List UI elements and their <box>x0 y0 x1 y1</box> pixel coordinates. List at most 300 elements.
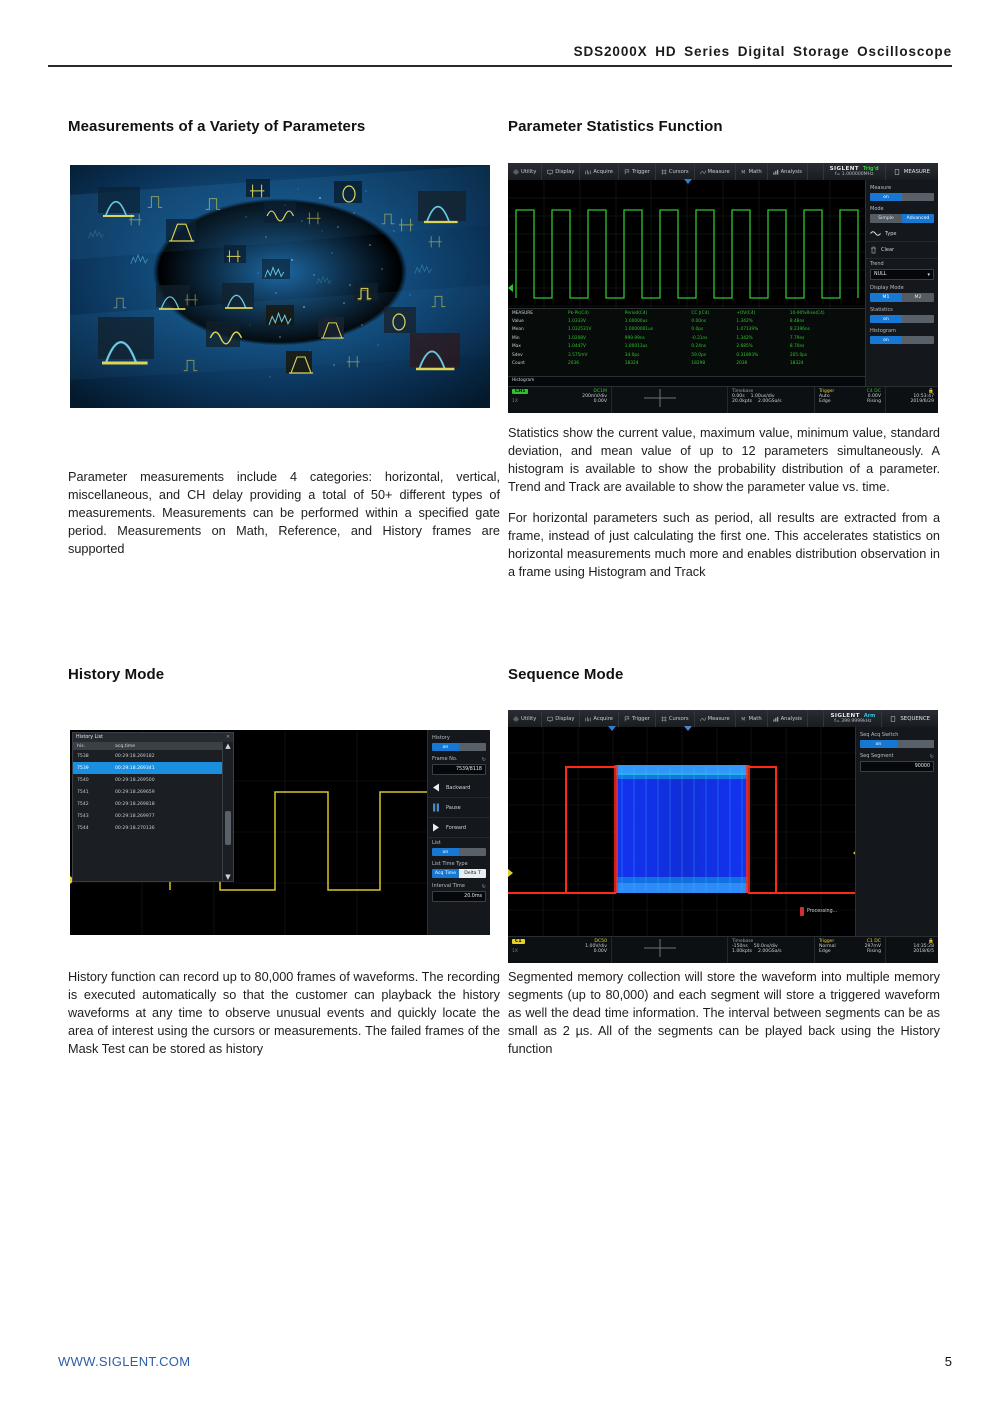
list-item-time: 00:29:18.269341 <box>115 765 155 771</box>
measure-statistics-table[interactable] <box>508 308 866 377</box>
sequence-title: Sequence Mode <box>508 666 624 683</box>
backward-label: Backward <box>446 784 471 791</box>
menu-item-trigger[interactable] <box>619 710 656 727</box>
sp-clear-button[interactable] <box>866 242 938 259</box>
menu-item-acquire[interactable] <box>580 710 619 727</box>
history-list-title: History List <box>76 735 103 740</box>
statistics-body-2: For horizontal parameters such as period, all results are extracted from a frame, instead of just calculating the first one. This accelerates statistics on horizontal measurements much more and enables distribution observation in a frame using Histogram and Track <box>508 511 940 580</box>
cell: 0.24ns <box>691 344 706 350</box>
trigger-source: C1 DC <box>866 939 881 944</box>
row-label: Value <box>512 319 524 325</box>
sp-list[interactable] <box>428 838 490 859</box>
sp-seq-segment[interactable] <box>856 751 938 775</box>
math-icon <box>741 716 747 722</box>
clock-date: 2018/6/5 <box>913 949 934 954</box>
cursors-icon <box>661 716 667 722</box>
header-title: SDS2000X HD Series Digital Storage Oscilloscope <box>573 44 952 59</box>
cell: 1.342% <box>736 319 753 325</box>
toggle-on-label: on <box>432 743 459 751</box>
list-item-time: 00:29:18.269977 <box>115 813 155 819</box>
panel-icon <box>894 169 900 175</box>
cell: 59.0ps <box>691 352 706 358</box>
panel-label: MEASURE <box>903 168 930 175</box>
sequence-sidepanel[interactable] <box>855 727 938 963</box>
measure-icon <box>700 716 706 722</box>
statistics-body-1: Statistics show the current value, maximum value, minimum value, standard deviation, and mean value of up to 12 parameters simultaneously. A histogram is available to show the probability distribution of a parameter. Trend and Track are available to show the parameter value vs. time. <box>508 426 940 495</box>
channel-coupling: DC50 <box>594 939 607 944</box>
forward-button[interactable] <box>428 818 490 838</box>
section-statistics <box>508 118 940 135</box>
flag-icon <box>624 716 630 722</box>
sp-measure[interactable] <box>866 183 938 204</box>
list-item-time: 00:29:18.269659 <box>115 789 155 795</box>
cell: 18324 <box>789 361 804 367</box>
toggle-on-label: on <box>870 336 902 344</box>
panel-icon <box>890 716 896 722</box>
channel-status[interactable] <box>508 387 612 413</box>
cell: 1.0000001us <box>624 327 653 333</box>
forward-label: Forward <box>446 824 467 831</box>
sp-list-time-type-label: List Time Type <box>432 861 468 867</box>
menu-item-trigger[interactable] <box>619 163 656 180</box>
sp-interval-time[interactable] <box>428 881 490 905</box>
status-spacer <box>612 937 728 963</box>
cell: 205.0ps <box>789 352 808 358</box>
sequence-status-bar <box>508 936 938 963</box>
history-list-header <box>73 742 233 750</box>
timebase-scale: 50.0ns/div <box>753 944 778 949</box>
measure-status-bar <box>508 386 938 413</box>
toggle-off-area <box>459 743 486 751</box>
list-item[interactable] <box>73 750 223 762</box>
panel-label: SEQUENCE <box>900 715 930 722</box>
toggle-off-area <box>902 336 934 344</box>
scrollbar-thumb[interactable] <box>225 811 231 845</box>
list-item-time: 00:29:18.269182 <box>115 753 155 759</box>
list-item-time: 00:29:18.269500 <box>115 777 155 783</box>
timebase-title: Timebase <box>732 939 754 944</box>
measure-scope-screenshot <box>508 163 938 413</box>
toggle-off-area <box>902 193 934 201</box>
forward-icon <box>432 823 440 832</box>
svg-text:M: M <box>741 717 745 722</box>
timebase-delay: -150ns <box>732 944 748 949</box>
table-row <box>508 334 866 342</box>
history-list-window[interactable] <box>72 732 234 882</box>
menu-label: Math <box>748 715 762 722</box>
brand-name: SIGLENT <box>830 713 860 719</box>
seq-segment-value: 90000 <box>914 764 930 769</box>
timebase-rate: 2.00GSa/s <box>758 949 782 954</box>
chevron-down-icon: ▾ <box>927 271 930 278</box>
channel-scale: 1.00V/div <box>585 944 607 949</box>
trigger-position-marker[interactable] <box>684 179 692 184</box>
col-header-3: +OV(C4) <box>736 310 756 316</box>
footer-page-number: 5 <box>944 1354 952 1369</box>
timebase-scale: 1.00us/div <box>750 394 775 399</box>
history-col-index: his. <box>77 743 86 749</box>
sp-histogram-label: Histogram <box>870 328 896 334</box>
statistics-toggle[interactable] <box>870 315 934 323</box>
sp-frame-no[interactable] <box>428 754 490 778</box>
timebase-title: Timebase <box>732 389 754 394</box>
sp-type-label: Type <box>885 230 897 237</box>
menu-item-acquire[interactable] <box>580 163 619 180</box>
measure-icon <box>700 169 706 175</box>
menu-item-display[interactable] <box>542 163 580 180</box>
menu-item-measure[interactable] <box>695 163 736 180</box>
cell: 0.31893% <box>736 352 759 358</box>
close-icon[interactable]: ✕ <box>225 735 230 740</box>
cell: 2036 <box>736 361 748 367</box>
cell: 2036 <box>568 361 579 367</box>
cell: 1.0447V <box>568 344 586 350</box>
col-header-4: 10-90%Rise(C4) <box>789 310 825 316</box>
menu-item-math[interactable] <box>736 710 768 727</box>
menu-label: Trigger <box>631 168 650 175</box>
menu-label: Acquire <box>593 168 613 175</box>
trigger-status-group[interactable] <box>815 937 886 963</box>
channel-scale: 200mV/div <box>582 394 607 399</box>
pause-button[interactable] <box>428 798 490 818</box>
refresh-icon[interactable]: ↻ <box>481 757 486 763</box>
mode-option-simple[interactable]: Simple <box>870 214 902 223</box>
cell: 8.48ns <box>789 319 805 325</box>
col-header-1: Period(C4) <box>624 310 648 316</box>
history-title: History Mode <box>68 666 165 683</box>
cell: 999.99ns <box>624 335 645 341</box>
sequence-waveform-svg <box>508 727 856 937</box>
measurements-body: Parameter measurements include 4 categories: horizontal, vertical, miscellaneous, and CH delay providing a total of 50+ different types of measurements. Measurements can be performed within a specified gate period. Measurements on Math, Reference, and History frames are supported <box>68 470 500 557</box>
analysis-icon <box>773 169 779 175</box>
list-toggle[interactable] <box>432 848 486 856</box>
table-row <box>508 343 866 351</box>
list-item-index: 7544 <box>77 825 89 831</box>
history-sidepanel[interactable] <box>427 730 490 935</box>
svg-text:M: M <box>741 170 745 175</box>
history-list-titlebar <box>73 733 233 742</box>
trigger-slope: Rising <box>867 949 881 954</box>
backward-icon <box>432 783 440 792</box>
list-item-time: 00:29:18.270136 <box>115 825 155 831</box>
table-row <box>508 317 866 325</box>
menu-item-analysis[interactable] <box>768 710 808 727</box>
menu-label: Utility <box>521 715 537 722</box>
trigger-title: Trigger <box>819 939 835 944</box>
history-body: History function can record up to 80,000 frames of waveforms. The recording is executed automatically so that the customer can playback the history waveforms at any time to observe unusual events and quickly locate the area of interest using the cursors or measurements. The failed frames of the Mask Test can be stored as history <box>68 970 500 1057</box>
sequence-offset-marker-left[interactable] <box>508 869 513 877</box>
timebase-status[interactable] <box>728 387 815 413</box>
sp-list-label: List <box>432 840 441 846</box>
clock-status <box>886 937 938 963</box>
gear-icon <box>513 716 519 722</box>
list-item-index: 7543 <box>77 813 89 819</box>
cell: 8.2396ns <box>789 327 810 333</box>
status-spacer <box>612 387 728 413</box>
trigger-mode: Normal <box>819 944 836 949</box>
list-item[interactable] <box>73 774 223 786</box>
trigger-status-group[interactable] <box>815 387 886 413</box>
cell: 1.032531V <box>568 327 592 333</box>
measure-menubar <box>508 163 938 181</box>
section-sequence <box>508 666 940 683</box>
refresh-icon[interactable]: ↻ <box>481 884 486 890</box>
sequence-body: Segmented memory collection will store the waveform into multiple memory segments (up to 80,000) and each segment will store a triggered waveform as well the dead time information. The interval between segments can be as small as 2 µs. All of the segments can be played back using the History function <box>508 970 940 1057</box>
menu-label: Trigger <box>631 715 650 722</box>
page-footer <box>58 1354 952 1369</box>
interval-time-value: 20.0ms <box>464 894 482 899</box>
sp-statistics[interactable] <box>866 305 938 326</box>
sp-interval-label: Interval Time <box>432 883 465 889</box>
gear-icon <box>513 169 519 175</box>
channel-probe: 1X <box>512 949 519 954</box>
sequence-waveform-grid[interactable] <box>508 727 856 937</box>
sp-clear-label: Clear <box>881 247 895 253</box>
menu-label: Cursors <box>668 168 689 175</box>
backward-button[interactable] <box>428 778 490 798</box>
brand-status <box>823 710 882 727</box>
display-mode-segmented-control[interactable] <box>870 293 934 302</box>
row-label: Count <box>512 361 525 367</box>
timebase-points: 1.00kpts <box>732 949 752 954</box>
list-item[interactable] <box>73 798 223 810</box>
list-item[interactable] <box>73 822 223 834</box>
timebase-delay: 0.00s <box>732 394 745 399</box>
list-time-option-delta[interactable]: Delta T <box>459 869 486 878</box>
acquire-icon <box>585 716 591 722</box>
crosshair-icon <box>640 387 680 409</box>
sequence-body-wrap <box>508 968 940 1071</box>
list-item-index: 7539 <box>77 765 89 771</box>
toggle-on-label: on <box>860 740 897 748</box>
sp-history-label: History <box>432 735 450 741</box>
processing-label: Processing... <box>807 909 838 914</box>
sp-seq-switch-label: Seq Acq Switch <box>860 732 899 738</box>
menu-label: Measure <box>707 715 730 722</box>
sp-histogram[interactable] <box>866 326 938 347</box>
trigger-type: Edge <box>819 949 831 954</box>
sp-seq-segment-label: Seq Segment <box>860 753 894 759</box>
cell: 1.00000us <box>624 319 648 325</box>
menu-label: Utility <box>521 168 537 175</box>
seq-segment-field[interactable] <box>860 761 934 772</box>
cell: -0.21ns <box>691 335 708 341</box>
frequency-readout: f= 399.9999kHz <box>834 719 872 724</box>
menu-label: Measure <box>707 168 730 175</box>
trend-dropdown[interactable] <box>870 269 934 280</box>
statistics-table <box>508 309 866 368</box>
menu-item-analysis[interactable] <box>768 163 808 180</box>
clock-date: 2019/6/29 <box>910 399 934 404</box>
menu-item-utility[interactable] <box>508 163 542 180</box>
measurements-illustration <box>70 165 490 408</box>
trigger-position-marker-a[interactable] <box>608 726 616 731</box>
chevron-down-icon[interactable]: ▼ <box>225 873 231 881</box>
sp-display-mode-label: Display Mode <box>870 285 904 291</box>
trigger-position-marker-b[interactable] <box>684 726 692 731</box>
col-header-0: Pk-Pk(C4) <box>568 310 589 316</box>
cell: 2.685% <box>736 344 753 350</box>
sp-mode-label: Mode <box>870 206 884 212</box>
interval-time-field[interactable] <box>432 891 486 902</box>
cell: 1.342% <box>736 335 753 341</box>
cell: 7.79ns <box>789 335 805 341</box>
analysis-icon <box>773 716 779 722</box>
col-header-2: CC J(C4) <box>691 310 710 316</box>
sp-mode[interactable] <box>866 204 938 226</box>
list-item[interactable] <box>73 810 223 822</box>
toggle-on-label: on <box>432 848 459 856</box>
cell: 18298 <box>691 361 706 367</box>
acquire-icon <box>585 169 591 175</box>
trigger-status: Arm <box>863 713 876 719</box>
flag-icon <box>624 169 630 175</box>
sp-measure-label: Measure <box>870 185 892 191</box>
mode-segmented-control[interactable] <box>870 214 934 223</box>
histogram-strip-label: Histogram <box>512 378 535 383</box>
monitor-icon <box>547 716 553 722</box>
clock-status <box>886 387 938 413</box>
timebase-rate: 2.00GSa/s <box>758 399 782 404</box>
trash-icon <box>870 246 877 254</box>
trend-value: NULL <box>874 272 887 277</box>
timebase-status[interactable] <box>728 937 815 963</box>
refresh-icon[interactable]: ↻ <box>929 754 934 760</box>
type-icon <box>870 230 881 237</box>
trigger-level: 0.00V <box>867 394 881 399</box>
trigger-title: Trigger <box>819 389 835 394</box>
processing-indicator <box>800 907 837 916</box>
statistics-title: Parameter Statistics Function <box>508 118 723 135</box>
toggle-off-area <box>459 848 486 856</box>
sp-type-button[interactable] <box>866 226 938 242</box>
pause-label: Pause <box>446 804 461 811</box>
sp-trend[interactable] <box>866 259 938 283</box>
sequence-scope-screenshot <box>508 710 938 963</box>
menu-item-utility[interactable] <box>508 710 542 727</box>
history-scope-screenshot <box>70 730 490 935</box>
menu-label: Display <box>555 168 575 175</box>
header-rule <box>48 65 952 67</box>
frame-number-field[interactable] <box>432 764 486 775</box>
list-item-index: 7541 <box>77 789 89 795</box>
cell: 8.70ns <box>789 344 805 350</box>
list-item[interactable] <box>73 786 223 798</box>
lock-icon: 🔒 <box>928 389 934 394</box>
clock-time: 14:35:28 <box>913 944 934 949</box>
toggle-off-area <box>902 315 934 323</box>
channel-tag: CH1 <box>512 389 528 394</box>
cell: 1.0333V <box>568 319 586 325</box>
list-time-option-acq[interactable]: Acq Time <box>432 869 459 878</box>
history-list-body[interactable] <box>73 750 223 881</box>
trigger-source: C4 DC <box>866 389 881 394</box>
cell: 1.0208V <box>568 335 586 341</box>
table-row <box>508 351 866 359</box>
list-item-time: 00:29:18.269818 <box>115 801 155 807</box>
measurements-body-wrap <box>68 468 500 571</box>
list-item-index: 7540 <box>77 777 89 783</box>
cell: 34.0ps <box>624 352 640 358</box>
list-time-type-control[interactable] <box>432 869 486 878</box>
panel-title-measure[interactable] <box>886 163 938 180</box>
table-header-row <box>508 309 866 317</box>
channel-offset: 0.00V <box>593 949 607 954</box>
crosshair-icon <box>640 937 680 959</box>
cell: 18324 <box>624 361 639 367</box>
trigger-status: Trig'd <box>863 166 879 172</box>
section-measurements <box>68 118 500 135</box>
histogram-toggle[interactable] <box>870 336 934 344</box>
history-body-wrap <box>68 968 500 1071</box>
sp-history[interactable] <box>428 733 490 754</box>
cursors-icon <box>661 169 667 175</box>
list-item-selected[interactable] <box>73 762 223 774</box>
table-row <box>508 359 866 367</box>
cell: 1.07139% <box>736 327 759 333</box>
row-label: Min <box>512 335 520 341</box>
menu-label: Analysis <box>780 168 802 175</box>
lock-icon: 🔒 <box>928 939 934 944</box>
mode-option-advanced[interactable]: Advanced <box>902 214 934 223</box>
menu-item-cursors[interactable] <box>656 163 695 180</box>
measure-sidepanel[interactable] <box>865 180 938 413</box>
menu-item-math[interactable] <box>736 163 768 180</box>
statistics-body-wrap <box>508 424 940 594</box>
frame-number-value: 7539/8118 <box>455 767 482 772</box>
page-header <box>48 44 952 67</box>
chevron-up-icon[interactable]: ▲ <box>225 742 231 750</box>
row-label: Mean <box>512 327 524 333</box>
timebase-points: 20.0kpts <box>732 399 752 404</box>
frequency-readout: f= 1.000000MHz <box>834 172 874 177</box>
trigger-level: 297mV <box>864 944 881 949</box>
toggle-on-label: on <box>870 315 902 323</box>
history-col-time: acq.time <box>115 743 136 749</box>
display-mode-option-m1[interactable]: M1 <box>870 293 902 302</box>
row-label: Max <box>512 344 521 350</box>
sp-trend-label: Trend <box>870 261 884 267</box>
brand-status <box>823 163 886 180</box>
measure-toggle[interactable] <box>870 193 934 201</box>
sp-seq-acq-switch[interactable] <box>856 730 938 751</box>
sp-statistics-label: Statistics <box>870 307 893 313</box>
menu-item-measure[interactable] <box>695 710 736 727</box>
trigger-type: Edge <box>819 399 831 404</box>
trigger-mode: Auto <box>819 394 830 399</box>
toggle-on-label: on <box>870 193 902 201</box>
channel-tag: C1 <box>512 939 525 944</box>
sequence-menubar <box>508 710 938 728</box>
history-toggle[interactable] <box>432 743 486 751</box>
sp-display-mode[interactable] <box>866 283 938 305</box>
channel-probe: 1X <box>512 399 519 404</box>
footer-url[interactable]: WWW.SIGLENT.COM <box>58 1354 191 1369</box>
menu-item-display[interactable] <box>542 710 580 727</box>
menu-label: Display <box>555 715 575 722</box>
sp-list-time-type[interactable] <box>428 859 490 881</box>
display-mode-option-m2[interactable]: M2 <box>902 293 934 302</box>
processing-dot-icon <box>800 907 804 916</box>
section-history <box>68 666 500 683</box>
channel-offset-marker[interactable] <box>508 284 513 292</box>
cell: 3.575mV <box>568 352 588 358</box>
seq-acq-toggle[interactable] <box>860 740 934 748</box>
menu-item-cursors[interactable] <box>656 710 695 727</box>
panel-title-sequence[interactable] <box>882 710 938 727</box>
channel-status[interactable] <box>508 937 612 963</box>
list-item-index: 7538 <box>77 753 89 759</box>
